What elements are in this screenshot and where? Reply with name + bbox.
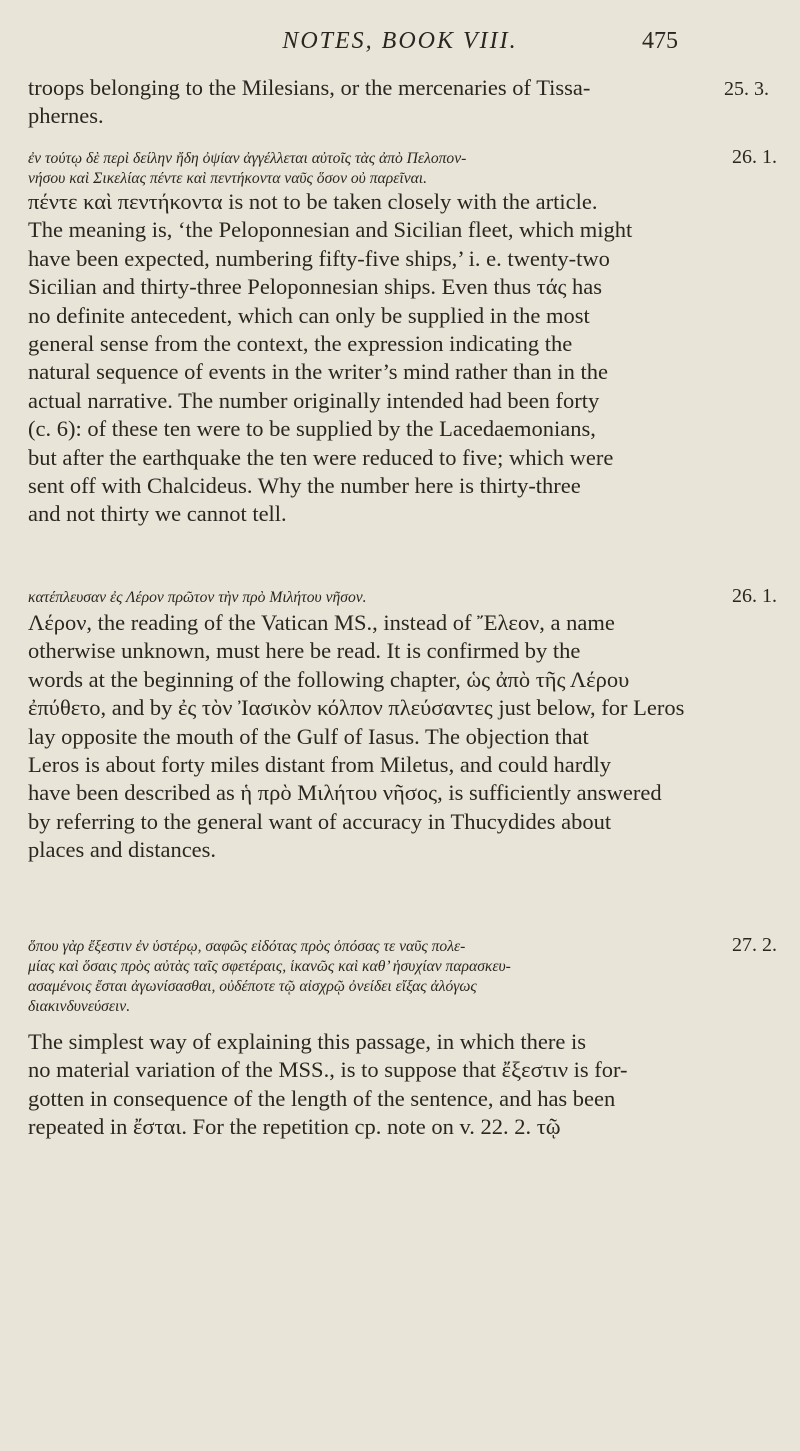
text-line: lay opposite the mouth of the Gulf of Iasus. The objection that [28,723,589,749]
text-line: words at the beginning of the following chapter, ὡς ἀπὸ τῆς Λέρου [28,666,630,692]
text-line: no definite antecedent, which can only be supplied in the most [28,302,590,328]
page-number: 475 [642,28,678,54]
note-lemma [28,149,718,189]
text-line: general sense from the context, the expression indicating the [28,331,573,357]
text-line: repeated in ἔσται. For the repetition cp. note on v. 22. 2. τῷ [28,1114,561,1140]
text-line: no material variation of the MSS., is to suppose that ἔξεστιν is for- [28,1057,628,1083]
text-line: phernes. [28,103,104,129]
section-reference: 27. 2. [732,934,777,956]
note-body [28,1028,718,1142]
text-line: Sicilian and thirty-three Peloponnesian ships. Even thus τάς has [28,274,603,300]
text-line: troops belonging to the Milesians, or the mercenaries of Tissa- [28,75,591,100]
greek-lemma-line: νήσου καὶ Σικελίας πέντε καὶ πεντήκοντα ναῦς ὅσον οὐ παρεῖναι. [28,170,428,187]
text-line: but after the earthquake the ten were reduced to five; which were [28,444,614,470]
greek-lemma-line: μίας καὶ ὅσαις πρὸς αὐτὰς ταῖς σφετέραις, ἱκανῶς καὶ καθ’ ἡσυχίαν παρασκευ- [28,958,511,975]
section-reference: 26. 1. [732,585,777,607]
note-lemma [28,588,718,608]
text-line: have been expected, numbering fifty-five ships,’ i. e. twenty-two [28,245,610,271]
paragraph-continuation [28,74,718,131]
text-line: gotten in consequence of the length of the sentence, and has been [28,1085,616,1111]
greek-lemma-line: ασαμένοις ἔσται ἀγωνίσασθαι, οὐδέποτε τῷ αἰσχρῷ ὀνείδει εἴξας ἀλόγως [28,978,477,995]
text-line: πέντε καὶ πεντήκοντα is not to be taken closely with the article. [28,189,598,214]
text-line: Λέρον, the reading of the Vatican MS., instead of Ἔλεον, a name [28,610,615,635]
text-line: otherwise unknown, must here be read. It is confirmed by the [28,638,581,664]
greek-lemma-line: ὅπου γὰρ ἔξεστιν ἐν ὑστέρῳ, σαφῶς εἰδότας πρὸς ὁπόσας τε ναῦς πολε- [28,938,466,955]
text-line: sent off with Chalcideus. Why the number here is thirty-three [28,473,581,499]
text-line: actual narrative. The number originally intended had been forty [28,387,600,413]
text-line: natural sequence of events in the writer’s mind rather than in the [28,359,609,385]
text-line: by referring to the general want of accuracy in Thucydides about [28,808,612,834]
text-line: and not thirty we cannot tell. [28,501,287,527]
running-title: NOTES, BOOK VIII. [282,28,518,54]
note-body [28,609,718,865]
note-lemma [28,937,718,1017]
section-reference: 25. 3. [724,78,769,100]
note-body [28,188,718,529]
running-header [0,28,800,55]
text-line: have been described as ἡ πρὸ Μιλήτου νῆσος, is sufficiently answered [28,780,662,806]
text-line: The simplest way of explaining this passage, in which there is [28,1029,587,1054]
text-line: (c. 6): of these ten were to be supplied by the Lacedaemonians, [28,416,596,442]
greek-lemma-line: κατέπλευσαν ἐς Λέρον πρῶτον τὴν πρὸ Μιλήτου νῆσον. [28,589,367,606]
text-line: ἐπύθετο, and by ἐς τὸν Ἰασικὸν κόλπον πλεύσαντες just below, for Leros [28,695,685,721]
text-line: The meaning is, ‘the Peloponnesian and Sicilian fleet, which might [28,217,633,243]
greek-lemma-line: ἐν τούτῳ δὲ περὶ δείλην ἤδη ὀψίαν ἀγγέλλεται αὐτοῖς τὰς ἀπὸ Πελοπον- [28,150,467,167]
text-line: Leros is about forty miles distant from Miletus, and could hardly [28,752,612,778]
greek-lemma-line: διακινδυνεύσειν. [28,998,131,1015]
section-reference: 26. 1. [732,146,777,168]
text-line: places and distances. [28,837,217,863]
